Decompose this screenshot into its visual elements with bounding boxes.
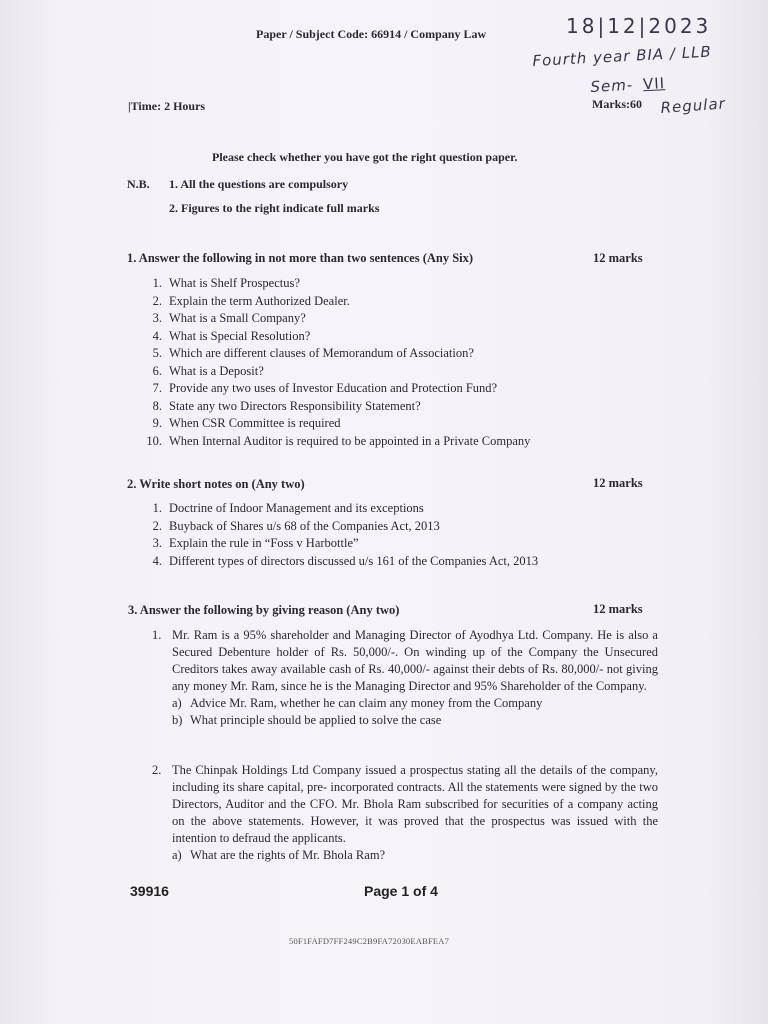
list-item [140,433,530,451]
footer-code: 39916 [130,883,169,899]
list-item [140,398,530,416]
question-3-marks: 12 marks [593,602,643,616]
item-number: 8. [152,398,162,413]
item-number: 10. [146,433,162,448]
item-number: 5. [152,346,162,360]
handwritten-regular: Regular [660,94,727,117]
sub-question [172,712,658,729]
handwritten-year: Fourth year BIA / LLB [532,42,713,70]
case-study-1 [152,627,658,729]
list-item [140,500,538,518]
sub-text: What principle should be applied to solve the case [190,713,442,727]
question-2-list [140,500,538,570]
footer-hash: 50F1FAFD7FF249C2B9FA72030EABFEA7 [289,936,450,946]
handwritten-semester [590,74,666,96]
handwritten-sem-value: VII [642,74,666,94]
item-number: 2. [152,293,162,308]
item-text: What is Shelf Prospectus? [169,276,300,290]
item-text: What is Special Resolution? [169,328,311,343]
item-text: State any two Directors Responsibility Statement? [169,398,421,413]
item-text: Different types of directors discussed u/s 161 of the Companies Act, 2013 [169,553,539,568]
item-number: 3. [152,536,162,550]
item-text: What is a Small Company? [169,311,306,325]
item-text: When CSR Committee is required [169,416,341,430]
list-item [140,518,538,536]
item-number: 6. [152,363,162,378]
case-text: Mr. Ram is a 95% shareholder and Managing Director of Ayodhya Ltd. Company. He is also a Secured Debenture holder of Rs. 50,000/-. On winding up of the Company the Unsecured Creditors takes away available cash of Rs. 40,000/- against their debts of Rs. 80,000/- not giving any money Mr. Ram, since he is the Managing Director and 95% Shareholder of the Company. [172,628,658,693]
case-text: The Chinpak Holdings Ltd Company issued a prospectus stating all the details of the company, including its share capital, pre- incorporated contracts. All the statements were signed by the two Directors, Auditor and the CFO. Mr. Bhola Ram subscribed for securities of a company acting on the above statements. However, it was proved that the prospectus was issued with the intention to defraud the applicants. [172,763,658,845]
paper-code: Paper / Subject Code: 66914 / Company Law [256,27,487,41]
item-text: Explain the rule in “Foss v Harbottle” [169,536,359,550]
item-number: 4. [152,553,162,568]
list-item [140,380,530,398]
question-1-list [140,275,530,450]
question-1-title: 1. Answer the following in not more than two sentences (Any Six) [127,251,474,265]
question-2-marks: 12 marks [593,476,643,490]
item-number: 2. [152,518,162,533]
exam-time: |Time: 2 Hours [128,99,206,113]
sub-question [172,847,658,864]
list-item [140,310,530,328]
item-number: 1. [152,276,162,290]
sub-text: Advice Mr. Ram, whether he can claim any money from the Company [190,696,543,710]
item-text: What is a Deposit? [169,363,264,378]
question-2-title: 2. Write short notes on (Any two) [127,477,305,491]
sub-letter: a) [172,848,182,862]
sub-letter: b) [172,713,183,727]
nb-label: N.B. [127,177,150,191]
list-item [140,415,530,433]
case-number: 1. [152,628,162,642]
question-3-title: 3. Answer the following by giving reason (Any two) [128,603,400,617]
list-item [140,535,538,553]
item-number: 9. [152,416,162,430]
instruction-item: 1. All the questions are compulsory [169,177,349,191]
handwritten-date: 18|12|2023 [566,14,712,38]
list-item [140,328,530,346]
list-item [140,275,530,293]
case-number: 2. [152,763,162,777]
item-number: 3. [152,311,162,325]
sub-text: What are the rights of Mr. Bhola Ram? [190,848,386,862]
instruction-item: 2. Figures to the right indicate full marks [169,201,380,215]
item-text: When Internal Auditor is required to be appointed in a Private Company [169,433,531,448]
item-text: Doctrine of Indoor Management and its exceptions [169,501,424,515]
footer-page-number: Page 1 of 4 [364,883,438,899]
item-text: Explain the term Authorized Dealer. [169,293,350,308]
item-text: Provide any two uses of Investor Education and Protection Fund? [169,381,498,395]
item-number: 1. [152,501,162,515]
check-instruction: Please check whether you have got the right question paper. [212,150,518,164]
list-item [140,553,538,571]
case-study-2 [152,762,658,864]
list-item [140,363,530,381]
list-item [140,293,530,311]
item-text: Buyback of Shares u/s 68 of the Companies Act, 2013 [169,518,440,533]
sub-question [172,695,658,712]
exam-marks: Marks:60 [592,97,642,111]
question-1-marks: 12 marks [593,251,643,265]
item-text: Which are different clauses of Memorandum of Association? [169,346,474,360]
handwritten-sem-label: Sem- [590,75,634,96]
sub-letter: a) [172,696,182,710]
item-number: 4. [152,328,162,343]
list-item [140,345,530,363]
item-number: 7. [152,381,162,395]
